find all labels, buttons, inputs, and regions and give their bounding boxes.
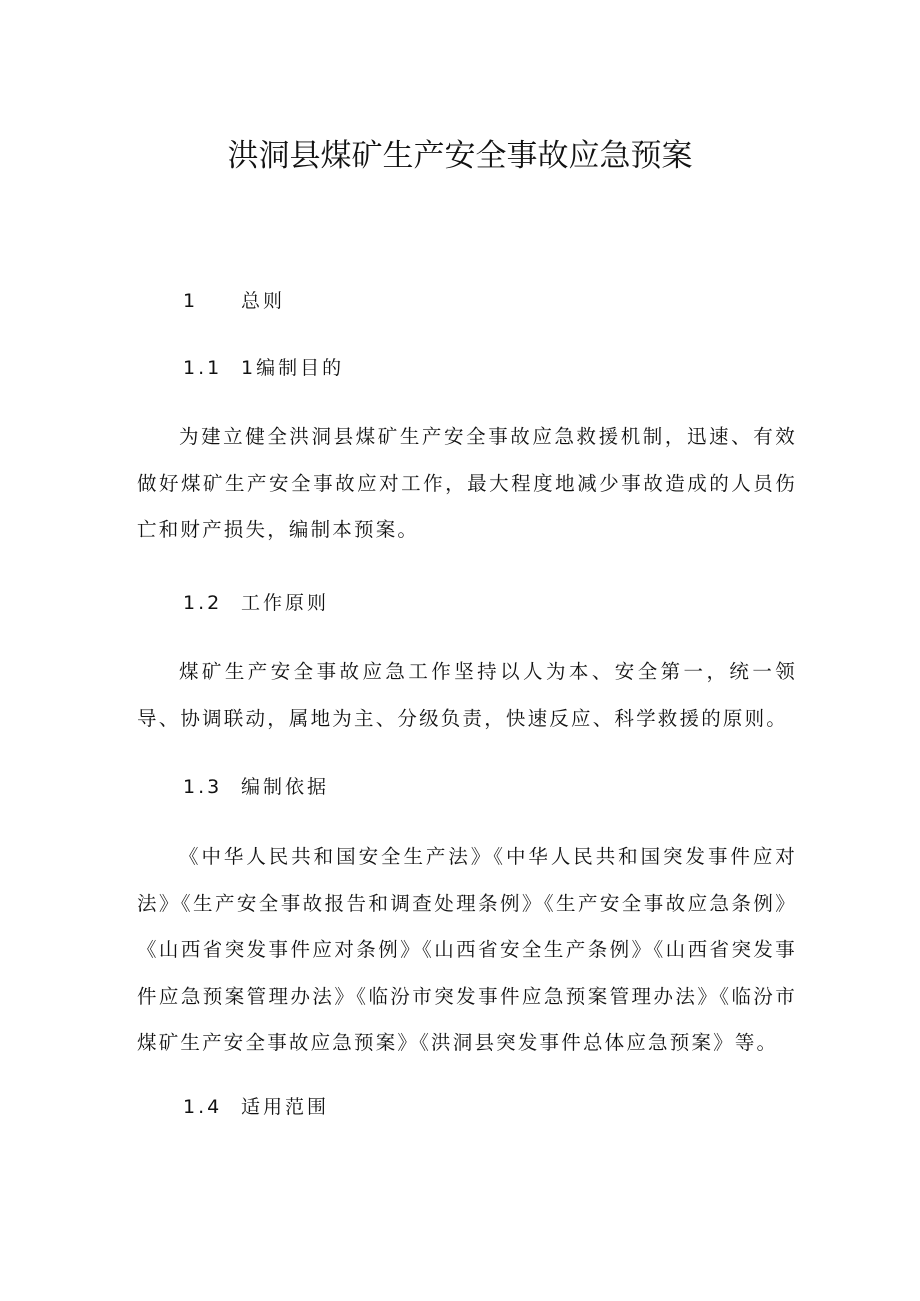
- section-number: 1.2: [183, 592, 223, 614]
- paragraph-purpose: 为建立健全洪洞县煤矿生产安全事故应急救援机制，迅速、有效做好煤矿生产安全事故应对工作，最大程度地减少事故造成的人员伤亡和财产损失，编制本预案。: [137, 425, 797, 541]
- section-title: 总则: [241, 290, 286, 312]
- document-title: 洪洞县煤矿生产安全事故应急预案: [227, 138, 693, 174]
- paragraph-basis: 《中华人民共和国安全生产法》《中华人民共和国突发事件应对法》《生产安全事故报告和调查处理条例》《生产安全事故应急条例》《山西省突发事件应对条例》《山西省安全生产条例》《山西省突发事件应急预案管理办法》《临汾市突发事件应急预案管理办法》《临汾市煤矿生产安全事故应急预案》《洪洞县突发事件总体应急预案》等。: [137, 845, 797, 1054]
- section-title: 编制依据: [241, 776, 330, 798]
- section-heading-1-2: [183, 591, 329, 615]
- section-title: 适用范围: [241, 1096, 330, 1118]
- section-number: 1.4: [183, 1096, 223, 1118]
- section-title: 1编制目的: [241, 357, 345, 379]
- section-number: 1.1: [183, 357, 223, 379]
- section-heading-1-4: [183, 1095, 329, 1119]
- section-number: 1.3: [183, 776, 223, 798]
- paragraph-principles: 煤矿生产安全事故应急工作坚持以人为本、安全第一，统一领导、协调联动，属地为主、分级负责，快速反应、科学救援的原则。: [137, 660, 797, 730]
- section-heading-1-3: [183, 775, 329, 799]
- section-title: 工作原则: [241, 592, 330, 614]
- section-number: 1: [183, 290, 199, 312]
- section-heading-1-1: [183, 356, 344, 380]
- section-heading-1: [183, 289, 285, 313]
